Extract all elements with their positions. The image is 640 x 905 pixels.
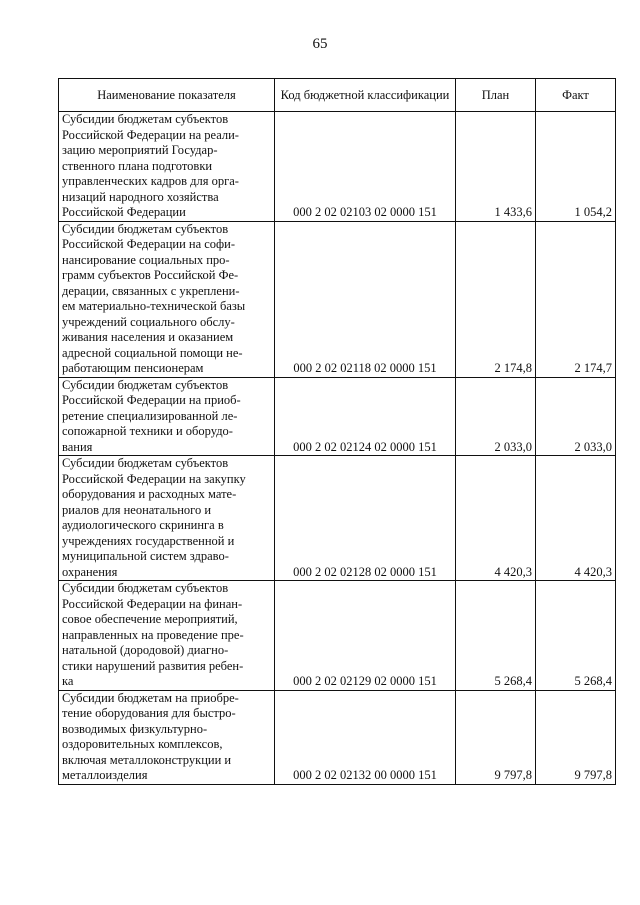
row-code: 000 2 02 02129 02 0000 151	[275, 581, 456, 691]
table-row	[59, 690, 616, 784]
row-plan: 9 797,8	[456, 690, 536, 784]
row-fact: 1 054,2	[536, 112, 616, 222]
table-row	[59, 456, 616, 581]
row-fact: 9 797,8	[536, 690, 616, 784]
row-name: Субсидии бюджетам субъектов Российской Федерации на софи- нансирование социальных про- грамм субъектов Российской Фе- дерации, связанных с укреплени- ем материально-технической базы учреждений социального обслу- живания населения и оказанием адресной социальной помощи не- работающим пенсионерам	[59, 221, 275, 377]
row-fact: 5 268,4	[536, 581, 616, 691]
row-name: Субсидии бюджетам на приобре- тение оборудования для быстро- возводимых физкультурно- оздоровительных комплексов, включая металлоконструкции и металлоизделия	[59, 690, 275, 784]
row-plan: 5 268,4	[456, 581, 536, 691]
row-fact: 4 420,3	[536, 456, 616, 581]
header-fact: Факт	[536, 79, 616, 112]
row-fact: 2 033,0	[536, 377, 616, 456]
table-row	[59, 581, 616, 691]
row-plan: 2 174,8	[456, 221, 536, 377]
page-number: 65	[312, 36, 328, 52]
row-code: 000 2 02 02103 02 0000 151	[275, 112, 456, 222]
row-fact: 2 174,7	[536, 221, 616, 377]
row-plan: 1 433,6	[456, 112, 536, 222]
table-row	[59, 112, 616, 222]
header-name: Наименование показателя	[59, 79, 275, 112]
row-code: 000 2 02 02124 02 0000 151	[275, 377, 456, 456]
budget-table	[58, 78, 616, 785]
row-code: 000 2 02 02118 02 0000 151	[275, 221, 456, 377]
row-name: Субсидии бюджетам субъектов Российской Федерации на закупку оборудования и расходных мате- риалов для неонатального и аудиологического скрининга в учреждениях государственной и муниципальной систем здраво- охранения	[59, 456, 275, 581]
table-row	[59, 221, 616, 377]
table-row	[59, 377, 616, 456]
row-code: 000 2 02 02132 00 0000 151	[275, 690, 456, 784]
row-name: Субсидии бюджетам субъектов Российской Федерации на реали- зацию мероприятий Государ- ственного плана подготовки управленческих кадров для орга- низаций народного хозяйства Российской Федерации	[59, 112, 275, 222]
row-plan: 4 420,3	[456, 456, 536, 581]
row-name: Субсидии бюджетам субъектов Российской Федерации на финан- совое обеспечение мероприятий, направленных на проведение пре- натальной (дородовой) диагно- стики нарушений развития ребен- ка	[59, 581, 275, 691]
row-code: 000 2 02 02128 02 0000 151	[275, 456, 456, 581]
table-header-row	[59, 79, 616, 112]
header-plan: План	[456, 79, 536, 112]
row-plan: 2 033,0	[456, 377, 536, 456]
row-name: Субсидии бюджетам субъектов Российской Федерации на приоб- ретение специализированной ле- сопожарной техники и оборудо- вания	[59, 377, 275, 456]
header-code: Код бюджетной классификации	[275, 79, 456, 112]
